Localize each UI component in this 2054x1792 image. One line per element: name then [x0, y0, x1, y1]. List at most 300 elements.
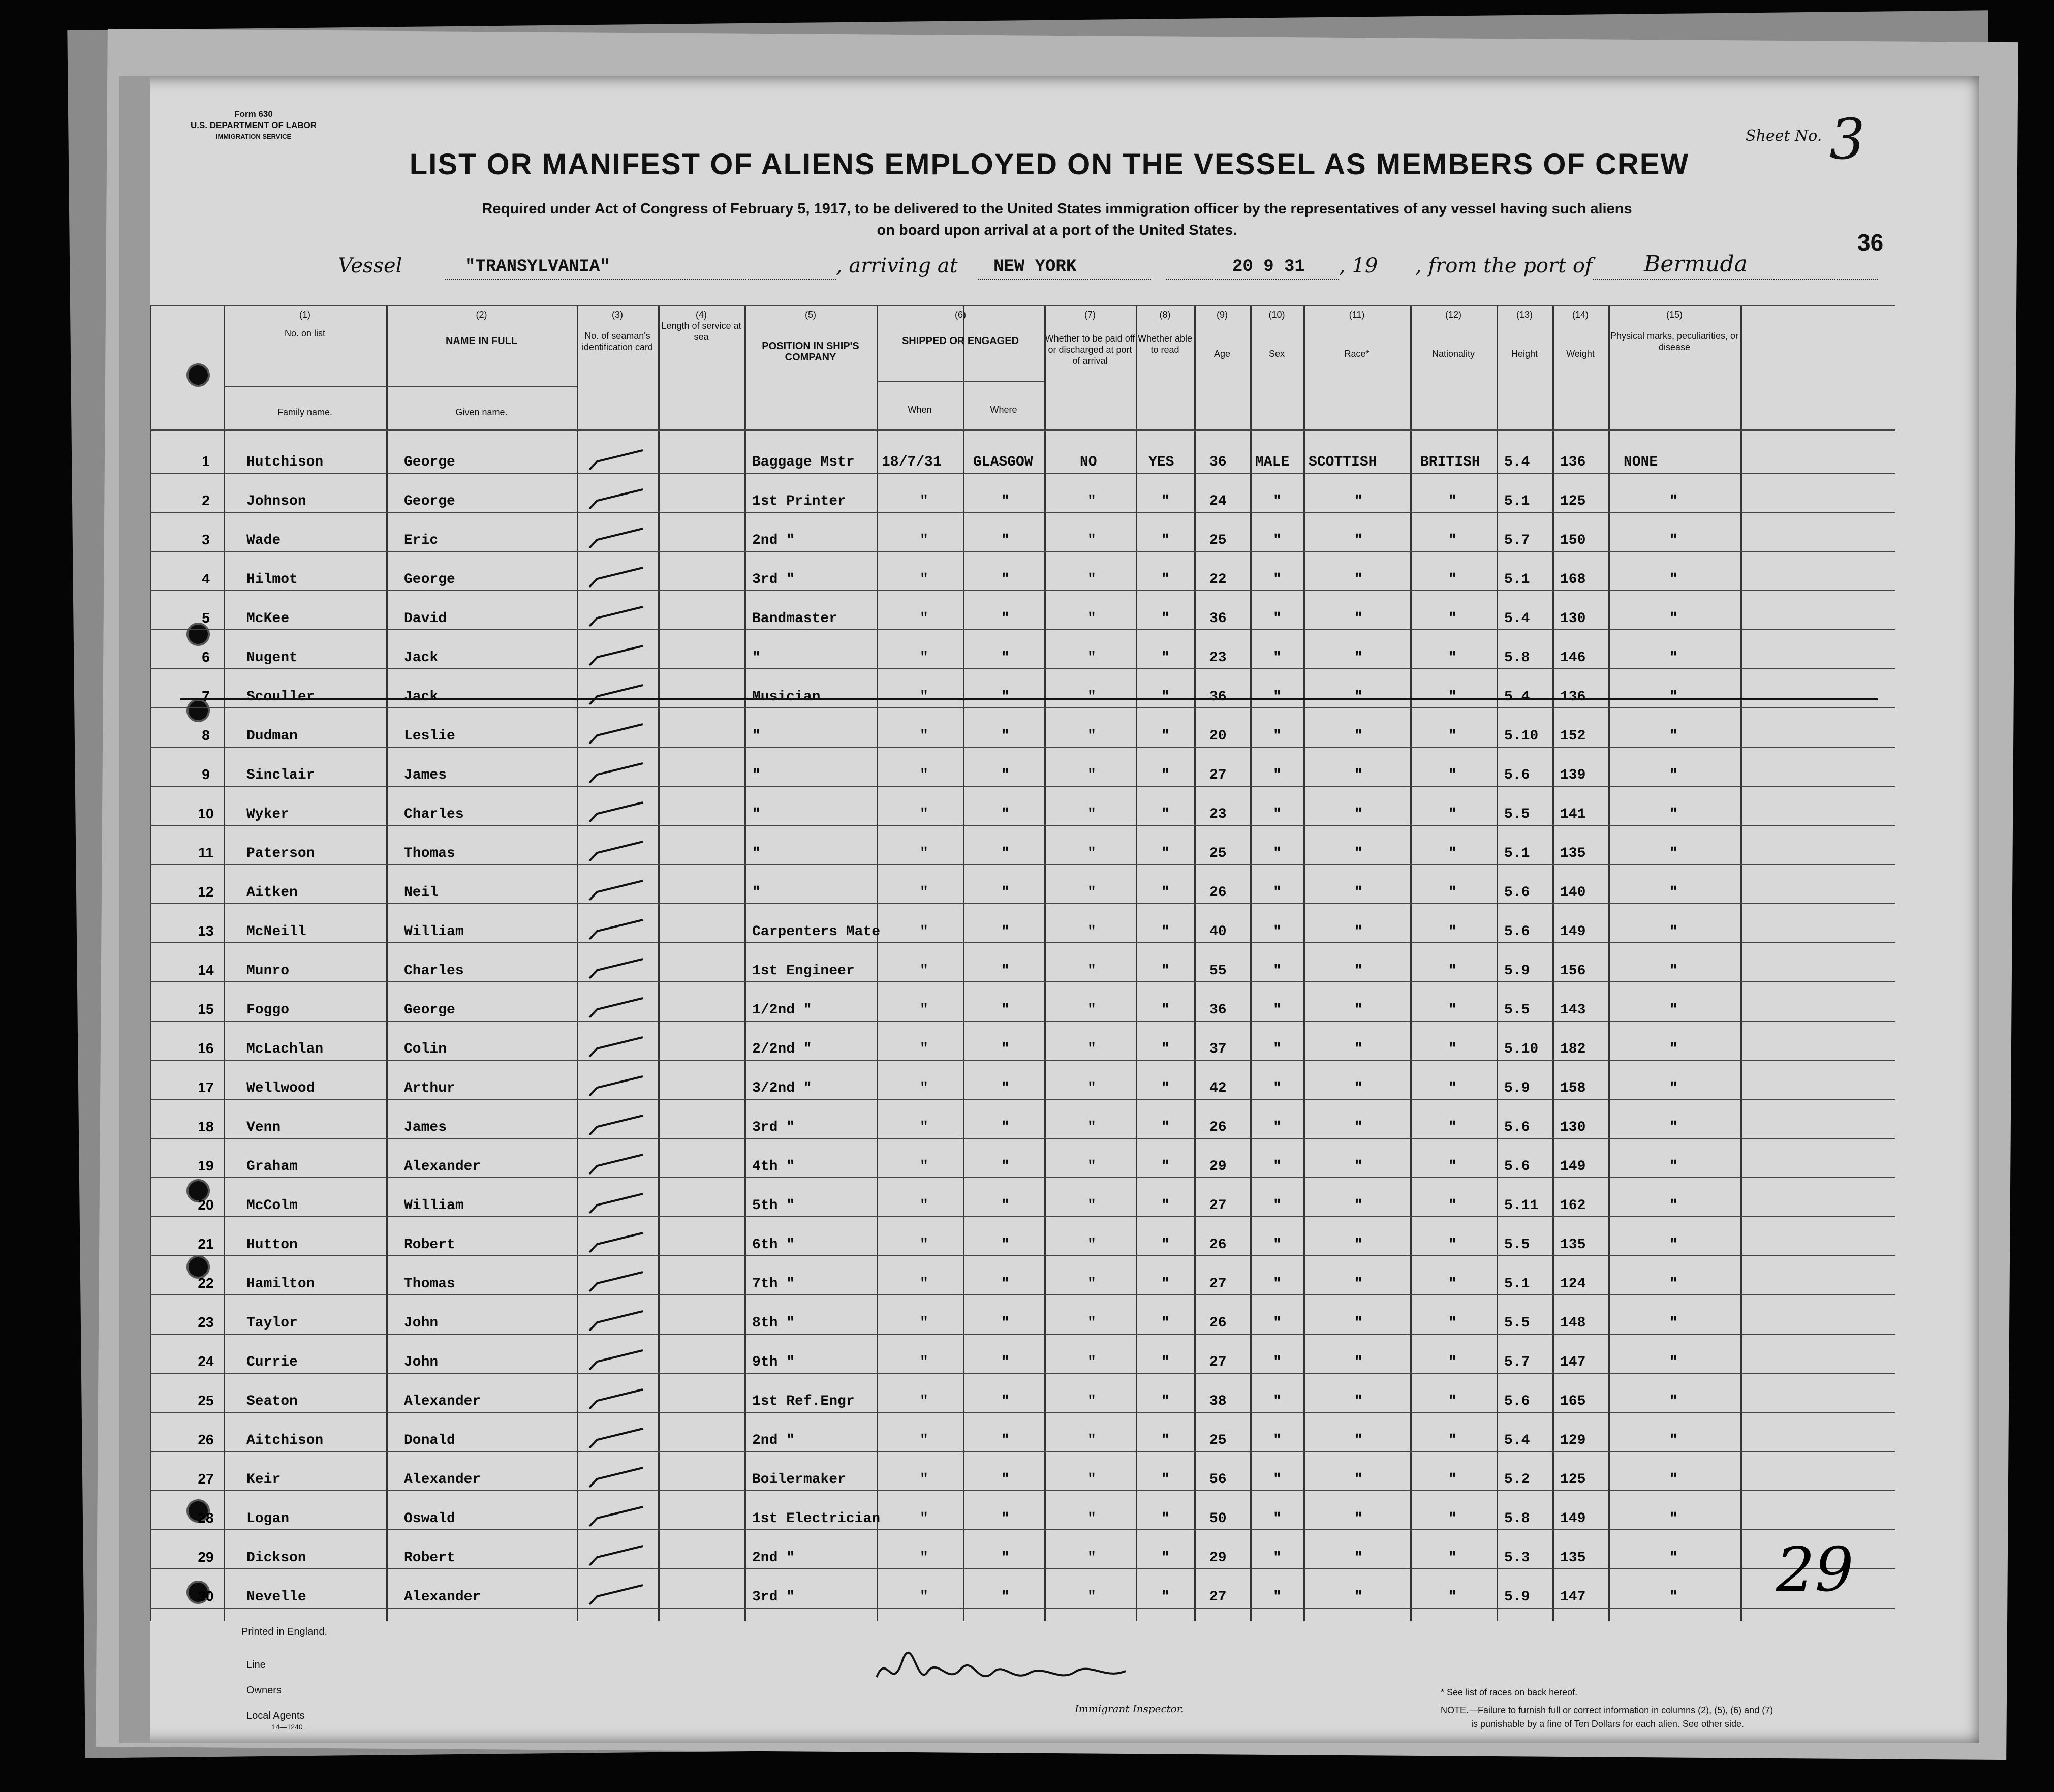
physical-marks: ": [1669, 1198, 1678, 1214]
age: 36: [1209, 1002, 1227, 1018]
family-name: Nugent: [246, 650, 298, 666]
position: Carpenters Mate: [752, 924, 881, 940]
row-number: 19: [198, 1158, 214, 1173]
weight: 162: [1560, 1198, 1586, 1214]
sex: ": [1273, 1237, 1282, 1253]
height: 5.9: [1504, 1589, 1530, 1605]
race: SCOTTISH: [1309, 454, 1377, 470]
weight: 147: [1560, 1354, 1586, 1370]
sex: ": [1273, 650, 1282, 666]
family-name: Graham: [246, 1159, 298, 1175]
family-name: McNeill: [246, 924, 306, 940]
weight: 136: [1560, 689, 1586, 705]
able-to-read: ": [1161, 1198, 1170, 1214]
paid-off: ": [1087, 533, 1096, 548]
family-name: Dudman: [246, 728, 298, 744]
paid-off: ": [1087, 1433, 1096, 1448]
physical-marks: ": [1669, 1237, 1678, 1253]
printed-note: Printed in England.: [241, 1626, 328, 1637]
shipped-when: ": [920, 1394, 928, 1409]
sex: ": [1273, 1550, 1282, 1566]
shipped-when: ": [920, 1472, 928, 1488]
family-name: Hamilton: [246, 1276, 315, 1292]
nationality: ": [1448, 1315, 1457, 1331]
race: ": [1354, 533, 1363, 548]
shipped-where: ": [1001, 1120, 1010, 1135]
col-3-number: (3): [612, 310, 623, 320]
height: 5.8: [1504, 650, 1530, 666]
col-header-service-length: Length of service at sea: [661, 321, 741, 342]
age: 27: [1209, 1589, 1227, 1605]
able-to-read: ": [1161, 533, 1170, 548]
position: 1st Ref.Engr: [752, 1394, 855, 1409]
able-to-read: ": [1161, 1511, 1170, 1527]
shipped-when: ": [920, 963, 928, 979]
height: 5.4: [1504, 454, 1530, 470]
position: 1st Engineer: [752, 963, 855, 979]
shipped-where: ": [1001, 728, 1010, 744]
race: ": [1354, 1472, 1363, 1488]
weight: 148: [1560, 1315, 1586, 1331]
vessel-label: Vessel: [338, 254, 402, 277]
height: 5.1: [1504, 1276, 1530, 1292]
paid-off: ": [1087, 689, 1096, 705]
shipped-when: ": [920, 728, 928, 744]
nationality: ": [1448, 846, 1457, 861]
given-name: Leslie: [404, 728, 455, 744]
page-title: LIST OR MANIFEST OF ALIENS EMPLOYED ON THE VESSEL AS MEMBERS OF CREW: [409, 148, 1690, 181]
age: 27: [1209, 1354, 1227, 1370]
weight: 149: [1560, 924, 1586, 940]
sex: ": [1273, 807, 1282, 822]
tick-mark: [587, 956, 648, 981]
family-name: Wellwood: [246, 1080, 315, 1096]
physical-marks: ": [1669, 846, 1678, 861]
race: ": [1354, 1354, 1363, 1370]
row-number: 22: [198, 1275, 214, 1291]
nationality: ": [1448, 572, 1457, 588]
col-header-nationality: Nationality: [1431, 349, 1475, 359]
shipped-where: ": [1001, 1511, 1010, 1527]
given-name: David: [404, 611, 447, 627]
age: 27: [1209, 767, 1227, 783]
family-name: Sinclair: [246, 767, 315, 783]
age: 25: [1209, 1433, 1227, 1448]
paid-off: ": [1087, 1589, 1096, 1605]
position: ": [752, 807, 761, 822]
form-number: Form 630: [234, 109, 273, 119]
position: 2/2nd ": [752, 1041, 812, 1057]
col-header-paid-off: Whether to be paid off or discharged at port of arrival: [1045, 333, 1135, 366]
family-name: Wyker: [246, 807, 290, 822]
tick-mark: [587, 878, 648, 903]
nationality: ": [1448, 728, 1457, 744]
sex: ": [1273, 1198, 1282, 1214]
family-name: Dickson: [246, 1550, 306, 1566]
col-4-number: (4): [696, 310, 707, 320]
height: 5.5: [1504, 1237, 1530, 1253]
shipped-when: ": [920, 1120, 928, 1135]
physical-marks: ": [1669, 1511, 1678, 1527]
manifest-page: [119, 76, 1979, 1743]
position: 3rd ": [752, 572, 795, 588]
position: 2nd ": [752, 533, 795, 548]
shipped-where: ": [1001, 572, 1010, 588]
physical-marks: ": [1669, 689, 1678, 705]
position: 3rd ": [752, 1589, 795, 1605]
paid-off: ": [1087, 1511, 1096, 1527]
sex: ": [1273, 1159, 1282, 1175]
shipped-where: ": [1001, 1550, 1010, 1566]
nationality: ": [1448, 1394, 1457, 1409]
age: 23: [1209, 807, 1227, 822]
sheet-label: Sheet No.: [1746, 127, 1822, 145]
race-note: * See list of races on back hereof.: [1441, 1687, 1578, 1697]
given-name: Eric: [404, 533, 439, 548]
shipped-where: ": [1001, 1472, 1010, 1488]
shipped-where: ": [1001, 689, 1010, 705]
shipped-when: ": [920, 689, 928, 705]
row-number: 29: [198, 1549, 214, 1565]
tick-mark: [587, 1582, 648, 1608]
height: 5.6: [1504, 767, 1530, 783]
race: ": [1354, 1276, 1363, 1292]
weight: 156: [1560, 963, 1586, 979]
year-label: , 19: [1339, 254, 1378, 277]
signature: [872, 1642, 1136, 1697]
position: ": [752, 767, 761, 783]
shipped-when: ": [920, 1237, 928, 1253]
col-header-sex: Sex: [1268, 349, 1285, 359]
age: 26: [1209, 1315, 1227, 1331]
weight: 152: [1560, 728, 1586, 744]
paid-off: NO: [1080, 454, 1097, 470]
page-subtitle: [348, 198, 1766, 241]
shipped-when: ": [920, 533, 928, 548]
total-count: 29: [1776, 1535, 1854, 1605]
age: 22: [1209, 572, 1227, 588]
position: 7th ": [752, 1276, 795, 1292]
row-number: 26: [198, 1432, 214, 1447]
sex: ": [1273, 885, 1282, 901]
row-number: 6: [202, 649, 210, 665]
weight: 147: [1560, 1589, 1586, 1605]
tick-mark: [587, 1543, 648, 1568]
race: ": [1354, 650, 1363, 666]
row-number: 11: [198, 845, 213, 860]
weight: 136: [1560, 454, 1586, 470]
able-to-read: ": [1161, 1315, 1170, 1331]
height: 5.6: [1504, 1394, 1530, 1409]
row-number: 10: [198, 806, 214, 821]
weight: 165: [1560, 1394, 1586, 1409]
able-to-read: ": [1161, 493, 1170, 509]
paid-off: ": [1087, 1041, 1096, 1057]
sex: ": [1273, 1354, 1282, 1370]
race: ": [1354, 1315, 1363, 1331]
weight: 140: [1560, 885, 1586, 901]
shipped-when: ": [920, 611, 928, 627]
row-number: 14: [198, 962, 214, 978]
physical-marks: ": [1669, 1159, 1678, 1175]
sex: ": [1273, 1041, 1282, 1057]
physical-marks: ": [1669, 650, 1678, 666]
penalty-note-2: is punishable by a fine of Ten Dollars for each alien. See other side.: [1471, 1719, 1744, 1729]
nationality: ": [1448, 1511, 1457, 1527]
given-name: Alexander: [404, 1394, 481, 1409]
physical-marks: ": [1669, 963, 1678, 979]
nationality: ": [1448, 1433, 1457, 1448]
owners-label: Owners: [246, 1685, 282, 1696]
row-number: 8: [202, 727, 210, 743]
shipped-where: ": [1001, 807, 1010, 822]
family-name: Wade: [246, 533, 281, 548]
shipped-when: ": [920, 924, 928, 940]
col-13-number: (13): [1516, 310, 1533, 320]
shipped-where: ": [1001, 533, 1010, 548]
able-to-read: ": [1161, 1276, 1170, 1292]
physical-marks: ": [1669, 1394, 1678, 1409]
given-name: James: [404, 1120, 447, 1135]
physical-marks: ": [1669, 1276, 1678, 1292]
tick-mark: [587, 447, 648, 473]
col-8-number: (8): [1159, 310, 1171, 320]
tick-mark: [587, 799, 648, 825]
shipped-when: ": [920, 1433, 928, 1448]
height: 5.6: [1504, 1159, 1530, 1175]
col-header-no: No. on list: [284, 328, 326, 338]
position: ": [752, 846, 761, 861]
age: 27: [1209, 1198, 1227, 1214]
tick-mark: [587, 1426, 648, 1451]
race: ": [1354, 493, 1363, 509]
age: 26: [1209, 885, 1227, 901]
weight: 149: [1560, 1511, 1586, 1527]
col-header-weight: Weight: [1566, 349, 1595, 359]
paid-off: ": [1087, 885, 1096, 901]
physical-marks: ": [1669, 1080, 1678, 1096]
shipped-where: ": [1001, 846, 1010, 861]
shipped-where: ": [1001, 924, 1010, 940]
shipped-when: ": [920, 846, 928, 861]
row-number: 21: [198, 1236, 214, 1252]
age: 42: [1209, 1080, 1227, 1096]
paid-off: ": [1087, 807, 1096, 822]
line-label: Line: [246, 1659, 266, 1671]
physical-marks: NONE: [1624, 454, 1658, 470]
nationality: ": [1448, 1120, 1457, 1135]
given-name: George: [404, 572, 455, 588]
shipped-where: ": [1001, 1080, 1010, 1096]
tick-mark: [587, 1386, 648, 1412]
nationality: ": [1448, 533, 1457, 548]
shipped-where: ": [1001, 611, 1010, 627]
paid-off: ": [1087, 767, 1096, 783]
family-name: Keir: [246, 1472, 281, 1488]
height: 5.3: [1504, 1550, 1530, 1566]
shipped-when: ": [920, 572, 928, 588]
tick-mark: [587, 486, 648, 512]
sex: ": [1273, 1120, 1282, 1135]
nationality: ": [1448, 493, 1457, 509]
position: ": [752, 650, 761, 666]
height: 5.6: [1504, 924, 1530, 940]
inspector-label: Immigrant Inspector.: [1075, 1703, 1184, 1715]
age: 55: [1209, 963, 1227, 979]
age: 27: [1209, 1276, 1227, 1292]
row-number: 17: [198, 1079, 214, 1095]
row-number: 24: [198, 1353, 214, 1369]
tick-mark: [587, 1113, 648, 1138]
family-name: McColm: [246, 1198, 298, 1214]
age: 36: [1209, 611, 1227, 627]
shipped-when: ": [920, 1198, 928, 1214]
shipped-where: ": [1001, 1237, 1010, 1253]
nationality: ": [1448, 1237, 1457, 1253]
col-1-number: (1): [299, 310, 310, 320]
sheet-number: 3: [1829, 107, 1865, 172]
race: ": [1354, 728, 1363, 744]
tick-mark: [587, 1269, 648, 1294]
able-to-read: ": [1161, 572, 1170, 588]
weight: 141: [1560, 807, 1586, 822]
given-name: Charles: [404, 963, 464, 979]
paid-off: ": [1087, 1080, 1096, 1096]
able-to-read: ": [1161, 1080, 1170, 1096]
able-to-read: ": [1161, 1433, 1170, 1448]
age: 38: [1209, 1394, 1227, 1409]
family-name: Venn: [246, 1120, 281, 1135]
race: ": [1354, 1120, 1363, 1135]
height: 5.4: [1504, 689, 1530, 705]
able-to-read: ": [1161, 1159, 1170, 1175]
nationality: ": [1448, 885, 1457, 901]
physical-marks: ": [1669, 572, 1678, 588]
race: ": [1354, 1237, 1363, 1253]
corner-number: 36: [1857, 229, 1884, 256]
agents-label: Local Agents: [246, 1710, 305, 1721]
paid-off: ": [1087, 1198, 1096, 1214]
age: 29: [1209, 1159, 1227, 1175]
race: ": [1354, 1159, 1363, 1175]
age: 40: [1209, 924, 1227, 940]
position: ": [752, 885, 761, 901]
height: 5.10: [1504, 728, 1539, 744]
height: 5.10: [1504, 1041, 1539, 1057]
sex: ": [1273, 1080, 1282, 1096]
strike-through: [180, 698, 1878, 700]
shipped-when: ": [920, 1315, 928, 1331]
race: ": [1354, 963, 1363, 979]
col-5-number: (5): [805, 310, 816, 320]
col-10-number: (10): [1268, 310, 1285, 320]
nationality: ": [1448, 1002, 1457, 1018]
position: Boilermaker: [752, 1472, 846, 1488]
height: 5.7: [1504, 533, 1530, 548]
shipped-when: 18/7/31: [882, 454, 942, 470]
col-2-number: (2): [476, 310, 487, 320]
tick-mark: [587, 526, 648, 551]
position: Bandmaster: [752, 611, 838, 627]
nationality: ": [1448, 807, 1457, 822]
col-header-shipped: SHIPPED OR ENGAGED: [901, 335, 1019, 347]
tick-mark: [587, 1347, 648, 1373]
physical-marks: ": [1669, 1354, 1678, 1370]
position: 2nd ": [752, 1433, 795, 1448]
row-number: 3: [202, 532, 210, 547]
height: 5.1: [1504, 846, 1530, 861]
height: 5.9: [1504, 963, 1530, 979]
paid-off: ": [1087, 1159, 1096, 1175]
weight: 182: [1560, 1041, 1586, 1057]
col-header-id-card: No. of seaman's identification card: [581, 331, 653, 352]
nationality: ": [1448, 1354, 1457, 1370]
row-number: 20: [198, 1197, 214, 1213]
able-to-read: ": [1161, 963, 1170, 979]
race: ": [1354, 807, 1363, 822]
able-to-read: ": [1161, 1041, 1170, 1057]
nationality: ": [1448, 1589, 1457, 1605]
weight: 139: [1560, 767, 1586, 783]
col-header-where: Where: [990, 405, 1017, 415]
paid-off: ": [1087, 650, 1096, 666]
given-name: Jack: [404, 689, 439, 705]
shipped-where: ": [1001, 1354, 1010, 1370]
physical-marks: ": [1669, 1120, 1678, 1135]
sex: ": [1273, 1589, 1282, 1605]
sex: ": [1273, 1433, 1282, 1448]
row-number: 27: [198, 1471, 214, 1487]
shipped-where: ": [1001, 767, 1010, 783]
position: 9th ": [752, 1354, 795, 1370]
given-name: George: [404, 454, 455, 470]
shipped-when: ": [920, 1550, 928, 1566]
row-number: 7: [202, 688, 210, 704]
col-header-given-name: Given name.: [455, 407, 508, 417]
paid-off: ": [1087, 846, 1096, 861]
shipped-where: ": [1001, 1276, 1010, 1292]
service-name: IMMIGRATION SERVICE: [215, 133, 292, 140]
shipped-when: ": [920, 1511, 928, 1527]
family-name: Foggo: [246, 1002, 290, 1018]
col-12-number: (12): [1445, 310, 1461, 320]
sex: ": [1273, 1315, 1282, 1331]
col-14-number: (14): [1572, 310, 1589, 320]
able-to-read: ": [1161, 1237, 1170, 1253]
able-to-read: ": [1161, 1394, 1170, 1409]
paid-off: ": [1087, 1354, 1096, 1370]
physical-marks: ": [1669, 1041, 1678, 1057]
paid-off: ": [1087, 493, 1096, 509]
col-header-age: Age: [1213, 349, 1231, 359]
sex: ": [1273, 689, 1282, 705]
shipped-when: ": [920, 1276, 928, 1292]
family-name: Hilmot: [246, 572, 298, 588]
sex: ": [1273, 533, 1282, 548]
col-header-family-name: Family name.: [277, 407, 333, 417]
position: 4th ": [752, 1159, 795, 1175]
shipped-where: ": [1001, 885, 1010, 901]
row-number: 9: [202, 766, 210, 782]
race: ": [1354, 1550, 1363, 1566]
weight: 129: [1560, 1433, 1586, 1448]
age: 50: [1209, 1511, 1227, 1527]
position: 1/2nd ": [752, 1002, 812, 1018]
tick-mark: [587, 721, 648, 747]
sex: ": [1273, 1002, 1282, 1018]
given-name: Neil: [404, 885, 439, 901]
shipped-when: ": [920, 493, 928, 509]
